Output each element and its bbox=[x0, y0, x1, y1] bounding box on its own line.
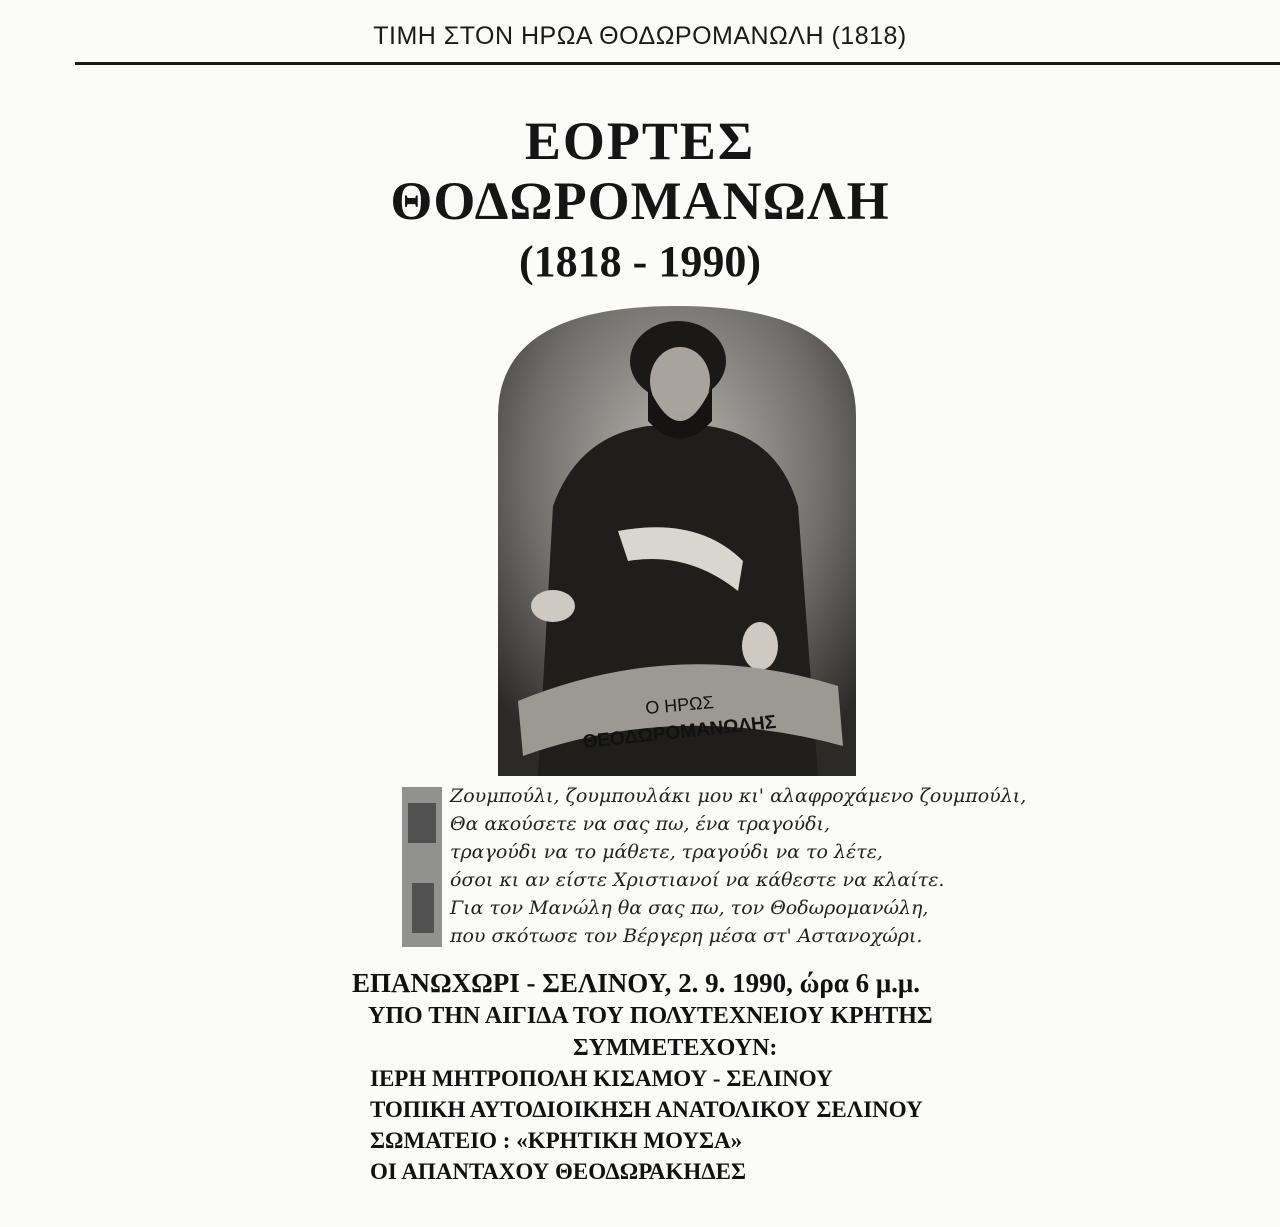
handwriting-line: Θα ακούσετε να σας πω, ένα τραγούδι, bbox=[450, 813, 830, 835]
participant-item: ΙΕΡΗ ΜΗΤΡΟΠΟΛΗ ΚΙΣΑΜΟΥ - ΣΕΛΙΝΟΥ bbox=[370, 1066, 833, 1091]
participant-item: ΟΙ ΑΠΑΝΤΑΧΟΥ ΘΕΟΔΩΡΑΚΗΔΕΣ bbox=[370, 1159, 747, 1184]
handwriting-line: που σκότωσε τον Βέργερη μέσα στ' Αστανοχώρι. bbox=[450, 925, 923, 947]
participant-item: ΣΩΜΑΤΕΙΟ : «ΚΡΗΤΙΚΗ ΜΟΥΣΑ» bbox=[370, 1128, 743, 1153]
handwriting-line: όσοι κι αν είστε Χριστιανοί να κάθεστε να κλαίτε. bbox=[450, 869, 945, 891]
poster-years: (1818 - 1990) bbox=[519, 237, 761, 286]
portrait-caption-line2: ΘΕΟΔΩΡΟΜΑΝΩΛΗΣ bbox=[581, 711, 778, 754]
page-header-title: ΤΙΜΗ ΣΤΟΝ ΗΡΩΑ ΘΟΔΩΡΟΜΑΝΩΛΗ (1818) bbox=[373, 22, 907, 50]
poster-title: ΕΟΡΤΕΣ bbox=[524, 111, 756, 171]
hero-portrait bbox=[498, 306, 856, 776]
auspices-line: ΥΠΟ ΤΗΝ ΑΙΓΙΔΑ ΤΟΥ ΠΟΛΥΤΕΧΝΕΙΟΥ ΚΡΗΤΗΣ bbox=[368, 1003, 933, 1029]
participants-heading: ΣΥΜΜΕΤΕΧΟΥΝ: bbox=[573, 1035, 778, 1061]
handwriting-line: Ζουμπούλι, ζουμπουλάκι μου κι' αλαφροχάμενο ζουμπούλι, bbox=[450, 785, 1027, 807]
portrait-caption-line1: Ο ΗΡΩΣ bbox=[644, 692, 715, 718]
handwriting-line: τραγούδι να το μάθετε, τραγούδι να το λέτε, bbox=[450, 841, 883, 863]
event-details: ΕΠΑΝΩΧΩΡΙ - ΣΕΛΙΝΟΥ, 2. 9. 1990, ώρα 6 μ.μ. bbox=[352, 968, 920, 998]
participant-item: ΤΟΠΙΚΗ ΑΥΤΟΔΙΟΙΚΗΣΗ ΑΝΑΤΟΛΙΚΟΥ ΣΕΛΙΝΟΥ bbox=[370, 1097, 923, 1122]
handwriting-line: Για τον Μανώλη θα σας πω, τον Θοδωρομανώλη, bbox=[450, 897, 929, 919]
header-rule bbox=[75, 62, 1280, 65]
poster-subtitle: ΘΟΔΩΡΟΜΑΝΩΛΗ bbox=[390, 171, 890, 231]
